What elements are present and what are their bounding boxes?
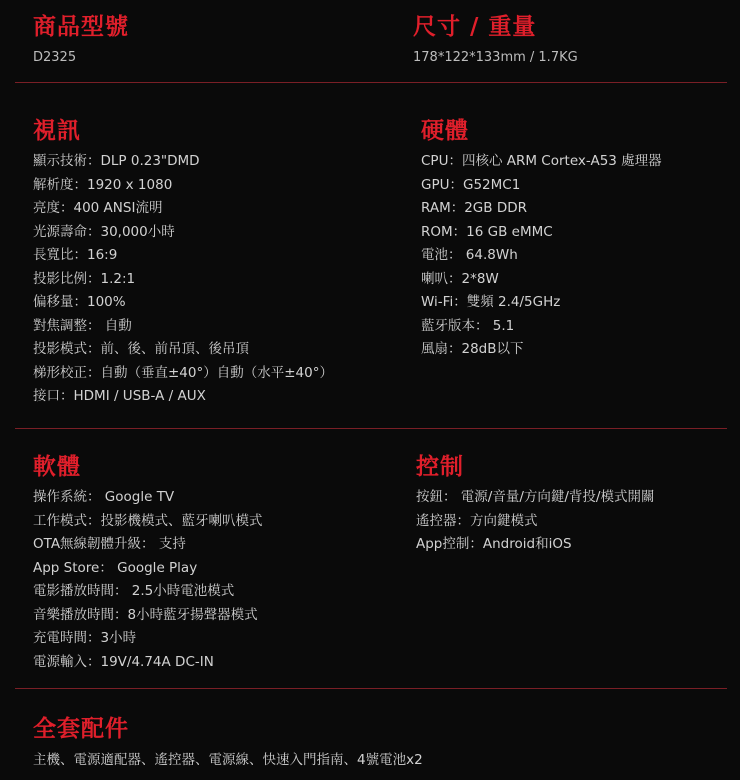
software-spec-item: 音樂播放時間：8小時藍牙揚聲器模式 [33,606,258,623]
software-spec-item: 電影播放時間： 2.5小時電池模式 [33,583,235,599]
accessories-title: 全套配件 [33,716,129,742]
divider [15,82,727,83]
video-spec-item: 光源壽命：30,000小時 [33,223,175,240]
size-weight-value: 178*122*133mm / 1.7KG [413,50,578,65]
video-title: 視訊 [33,118,81,144]
software-spec-list [33,486,263,674]
control-spec-item: 按鈕： 電源/音量/方向鍵/背投/模式開關 [416,489,655,505]
software-spec-item: App Store： Google Play [33,559,198,576]
video-spec-item: 對焦調整： 自動 [33,317,132,334]
model-value: D2325 [33,50,77,65]
video-spec-item: 偏移量：100% [33,294,126,310]
hardware-spec-item: ROM：16 GB eMMC [421,223,553,240]
hardware-spec-item: 喇叭：2*8W [421,270,499,287]
video-spec-item: 解析度：1920 x 1080 [33,176,173,193]
model-title: 商品型號 [33,14,129,40]
video-spec-item: 投影比例：1.2:1 [33,270,136,287]
software-title: 軟體 [33,454,81,480]
video-spec-item: 長寬比：16:9 [33,247,118,263]
size-weight-title: 尺寸 / 重量 [413,14,537,40]
control-title: 控制 [416,454,464,480]
software-spec-item: 操作系統： Google TV [33,489,175,505]
software-spec-item: 充電時間：3小時 [33,630,137,646]
software-spec-item: 工作模式：投影機模式、藍牙喇叭模式 [33,512,263,529]
hardware-spec-item: CPU：四核心 ARM Cortex-A53 處理器 [421,153,662,169]
control-spec-item: 遙控器：方向鍵模式 [416,512,538,529]
hardware-spec-item: GPU：G52MC1 [421,176,521,193]
hardware-spec-item: RAM：2GB DDR [421,200,527,216]
hardware-title: 硬體 [421,118,469,144]
accessories-text: 主機、電源適配器、遙控器、電源線、快速入門指南、4號電池x2 [33,752,423,768]
video-spec-item: 亮度：400 ANSI流明 [33,200,163,216]
divider [15,688,727,689]
video-spec-item: 投影模式：前、後、前吊頂、後吊頂 [33,341,249,357]
hardware-spec-item: Wi-Fi：雙頻 2.4/5GHz [421,294,561,310]
hardware-spec-item: 藍牙版本： 5.1 [421,317,515,334]
control-spec-list [416,486,654,557]
hardware-spec-item: 電池： 64.8Wh [421,247,518,263]
software-spec-item: 電源輸入：19V/4.74A DC-IN [33,653,214,670]
divider [15,428,727,429]
video-spec-list [33,150,333,409]
video-spec-item: 接口：HDMI / USB-A / AUX [33,388,206,404]
hardware-spec-item: 風扇：28dB以下 [421,341,524,357]
control-spec-item: App控制：Android和iOS [416,536,572,552]
video-spec-item: 梯形校正：自動（垂直±40°）自動（水平±40°） [33,364,333,381]
software-spec-item: OTA無線韌體升級： 支持 [33,536,186,552]
video-spec-item: 顯示技術：DLP 0.23"DMD [33,153,200,169]
hardware-spec-list [421,150,662,362]
